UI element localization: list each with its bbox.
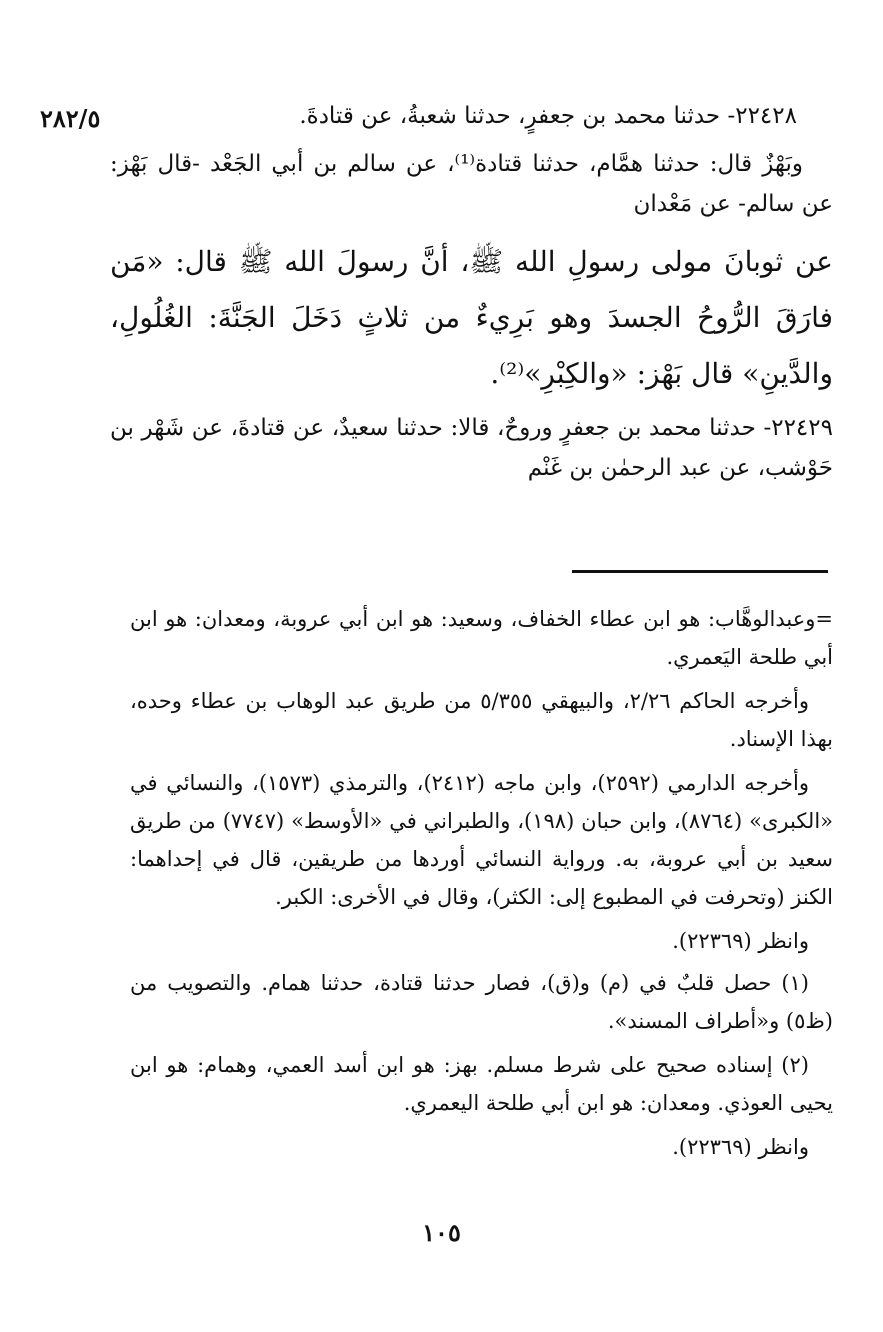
hadith-22428-isnad-2: وبَهْزٌ قال: حدثنا همَّام، حدثنا قتادة⁽¹⁾، عن سالم بن أبي الجَعْد -قال بَهْز: عن سالم- عن مَعْدان [110, 151, 833, 217]
hadith-text-block [110, 96, 833, 488]
volume-page-reference: ٢٨٢/٥ [40, 104, 101, 133]
hadith-22428-isnad-1: ٢٢٤٢٨- حدثنا محمد بن جعفرٍ، حدثنا شعبةُ، عن قتادةَ. [299, 103, 797, 129]
footnote-2: (٢) إسناده صحيح على شرط مسلم. بهز: هو ابن أسد العمي، وهمام: هو ابن يحيى العوذي. ومعدان: هو ابن أبي طلحة اليعمري. [130, 1053, 833, 1115]
footnote-takhrij-1: وأخرجه الحاكم ٢/٢٦، والبيهقي ٥/٣٥٥ من طريق عبد الوهاب بن عطاء وحده، بهذا الإسناد. [130, 689, 833, 751]
footnote-1: (١) حصل قلبٌ في (م) و(ق)، فصار حدثنا قتادة، حدثنا همام. والتصويب من (ظ٥) و«أطراف المسند». [130, 971, 833, 1033]
footnote-see-also-2: وانظر (٢٢٣٦٩). [672, 1135, 809, 1159]
footnote-see-also-1: وانظر (٢٢٣٦٩). [672, 929, 809, 953]
page-number: ١٠٥ [422, 1218, 461, 1247]
footnote-continuation: =وعبدالوهَّاب: هو ابن عطاء الخفاف، وسعيد: هو ابن أبي عروبة، ومعدان: هو ابن أبي طلحة اليَعمري. [130, 607, 833, 669]
footnote-separator [572, 570, 828, 573]
hadith-22429-isnad: ٢٢٤٢٩- حدثنا محمد بن جعفرٍ وروحٌ، قالا: حدثنا سعيدٌ، عن قتادةَ، عن شَهْر بن حَوْشب، عن عبد الرحمٰن بن غَنْم [110, 415, 833, 481]
hadith-22428-matn: عن ثوبانَ مولى رسولِ الله ﷺ، أنَّ رسولَ الله ﷺ قال: «مَن فارَقَ الرُّوحُ الجسدَ وهو بَرِيءٌ من ثلاثٍ دَخَلَ الجَنَّةَ: الغُلُولِ، والدَّينِ» قال بَهْز: «والكِبْرِ»⁽²⁾. [110, 245, 833, 390]
footnotes-block [130, 600, 833, 1170]
footnote-takhrij-2: وأخرجه الدارمي (٢٥٩٢)، وابن ماجه (٢٤١٢)، والترمذي (١٥٧٣)، والنسائي في «الكبرى» (٨٧٦٤)، وابن حبان (١٩٨)، والطبراني في «الأوسط» (٧٧٤٧) من طريق سعيد بن أبي عروبة، به. ورواية النسائي أوردها من طريقين، قال في إحداهما: الكنز (وتحرفت في المطبوع إلى: الكثر)، وقال في الأخرى: الكبر. [130, 771, 833, 909]
